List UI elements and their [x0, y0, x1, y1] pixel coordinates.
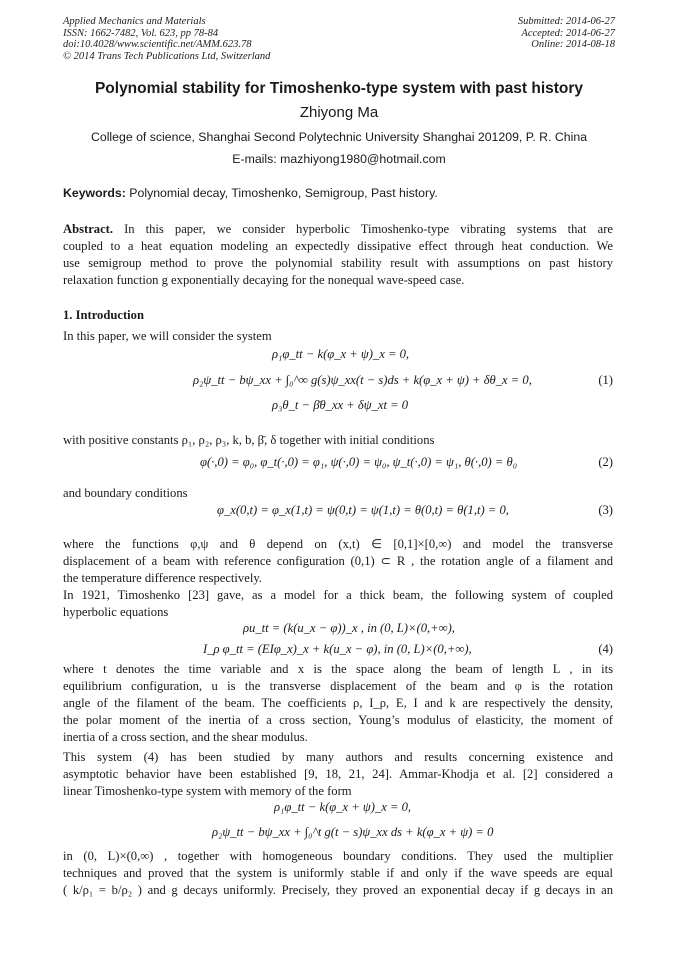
- author-email: E-mails: mazhiyong1980@hotmail.com: [232, 152, 446, 166]
- boundary-sentence: and boundary conditions: [63, 486, 188, 500]
- equation-1-line: ρ₃θ_t − β̄θ_xx + δψ_xt = 0: [272, 398, 409, 412]
- equation-4-line: I_ρ φ_tt = (EIφ_x)_x + k(u_x − φ), in (0, L)×(0,+∞),: [203, 642, 472, 656]
- paragraph-line: asymptotic behavior have been established [9, 18, 21, 24]. Ammar-Khodja et al. [2] considered a: [63, 767, 613, 781]
- journal-copyright: © 2014 Trans Tech Publications Ltd, Switzerland: [63, 50, 271, 62]
- date-accepted: Accepted: 2014-06-27: [521, 27, 615, 39]
- paragraph-functions: [63, 536, 613, 587]
- publication-dates: [518, 16, 615, 51]
- paragraph-results: [63, 848, 613, 899]
- paragraph-line: This system (4) has been studied by many authors and results concerning existence and: [63, 750, 613, 764]
- abstract-line: coupled to a heat equation modeling an expectedly dissipative effect through heat conduction. We: [63, 239, 613, 253]
- paragraph-variables: [63, 661, 613, 746]
- constants-sentence: with positive constants ρ₁, ρ₂, ρ₃, k, b, β̄, δ together with initial conditions: [63, 433, 435, 447]
- keywords-text: Polynomial decay, Timoshenko, Semigroup, Past history.: [125, 186, 438, 200]
- paragraph-line: where t denotes the time variable and x is the space along the beam of length L , in its: [63, 662, 613, 676]
- paragraph-line: inertia of a cross section, and the shear modulus.: [63, 730, 308, 744]
- paragraph-line: In 1921, Timoshenko [23] gave, as a model for a thick beam, the following system of coupled: [63, 588, 613, 602]
- paragraph-line: the polar moment of the inertia of a cross section, Young’s modulus of elasticity, the moment of: [63, 713, 613, 727]
- paragraph-line: in (0, L)×(0,∞) , together with homogeneous boundary conditions. They used the multiplier: [63, 849, 613, 863]
- equation-1-line: ρ₂ψ_tt − bψ_xx + ∫₀^∞ g(s)ψ_xx(t − s)ds + k(φ_x + ψ) + δθ_x = 0,: [193, 373, 532, 387]
- author-affiliation: College of science, Shanghai Second Polytechnic University Shanghai 201209, P. R. China: [90, 130, 588, 144]
- paragraph-line: where the functions φ,ψ and θ depend on (x,t) ∈ [0,1]×[0,∞) and model the transverse: [63, 537, 613, 551]
- date-online: Online: 2014-08-18: [531, 39, 615, 50]
- equation-memory-line: ρ₂ψ_tt − bψ_xx + ∫₀^t g(t − s)ψ_xx ds + k(φ_x + ψ) = 0: [212, 825, 494, 839]
- paragraph-line: ( k/ρ₁ = b/ρ₂ ) and g decays uniformly. Precisely, they proved an exponential decay if g decays in an: [63, 883, 613, 897]
- paragraph-line: angle of the filament of the beam. The coefficients ρ, I_ρ, E, I and k are respectively the density,: [63, 696, 613, 710]
- keywords-label: Keywords:: [63, 186, 126, 200]
- equation-3: φ_x(0,t) = φ_x(1,t) = ψ(0,t) = ψ(1,t) = θ(0,t) = θ(1,t) = 0,: [217, 503, 509, 517]
- paragraph-line: displacement of a beam with reference configuration (0,1) ⊂ R , the rotation angle of a filament and: [63, 554, 613, 568]
- abstract-label: Abstract.: [63, 222, 114, 236]
- journal-name: Applied Mechanics and Materials: [63, 16, 206, 27]
- equation-2-number: (2): [598, 455, 613, 469]
- paper-title: Polynomial stability for Timoshenko-type system with past history: [94, 80, 584, 97]
- paragraph-line: linear Timoshenko-type system with memory of the form: [63, 784, 352, 798]
- paragraph-timoshenko: [63, 587, 613, 621]
- equation-2: φ(·,0) = φ₀, φ_t(·,0) = φ₁, ψ(·,0) = ψ₀, ψ_t(·,0) = ψ₁, θ(·,0) = θ₀: [200, 455, 518, 469]
- journal-info: [63, 16, 270, 62]
- paragraph-line: equilibrium configuration, u is the transverse displacement of the beam and φ is the rotation: [63, 679, 613, 693]
- paragraph-line: hyperbolic equations: [63, 605, 169, 619]
- paragraph-line: techniques and proved that the system is uniformly stable if and only if the wave speeds are equal: [63, 866, 613, 880]
- journal-doi: doi:10.4028/www.scientific.net/AMM.623.78: [63, 39, 252, 50]
- author-name: Zhiyong Ma: [299, 104, 379, 121]
- paragraph-literature: [63, 749, 613, 800]
- equation-4-line: ρu_tt = (k(u_x − φ))_x , in (0, L)×(0,+∞),: [243, 621, 455, 635]
- equation-4-number: (4): [598, 642, 613, 656]
- equation-memory-line: ρ₁φ_tt − k(φ_x + ψ)_x = 0,: [274, 800, 412, 814]
- keywords: [63, 186, 438, 200]
- equation-3-number: (3): [598, 503, 613, 517]
- abstract: [63, 221, 613, 289]
- intro-sentence: In this paper, we will consider the system: [63, 329, 272, 343]
- abstract-line: In this paper, we consider hyperbolic Timoshenko-type vibrating systems that are: [113, 222, 613, 236]
- equation-1-line: ρ₁φ_tt − k(φ_x + ψ)_x = 0,: [272, 347, 410, 361]
- equation-1-number: (1): [598, 373, 613, 387]
- section-heading: 1. Introduction: [63, 308, 144, 322]
- paragraph-line: the temperature difference respectively.: [63, 571, 262, 585]
- date-submitted: Submitted: 2014-06-27: [517, 16, 615, 27]
- abstract-line: use semigroup method to prove the polynomial stability result with assumptions on past history: [63, 256, 613, 270]
- abstract-line: relaxation function g exponentially decaying for the nonequal wave-speed case.: [63, 273, 465, 287]
- journal-issn: ISSN: 1662-7482, Vol. 623, pp 78-84: [63, 27, 219, 39]
